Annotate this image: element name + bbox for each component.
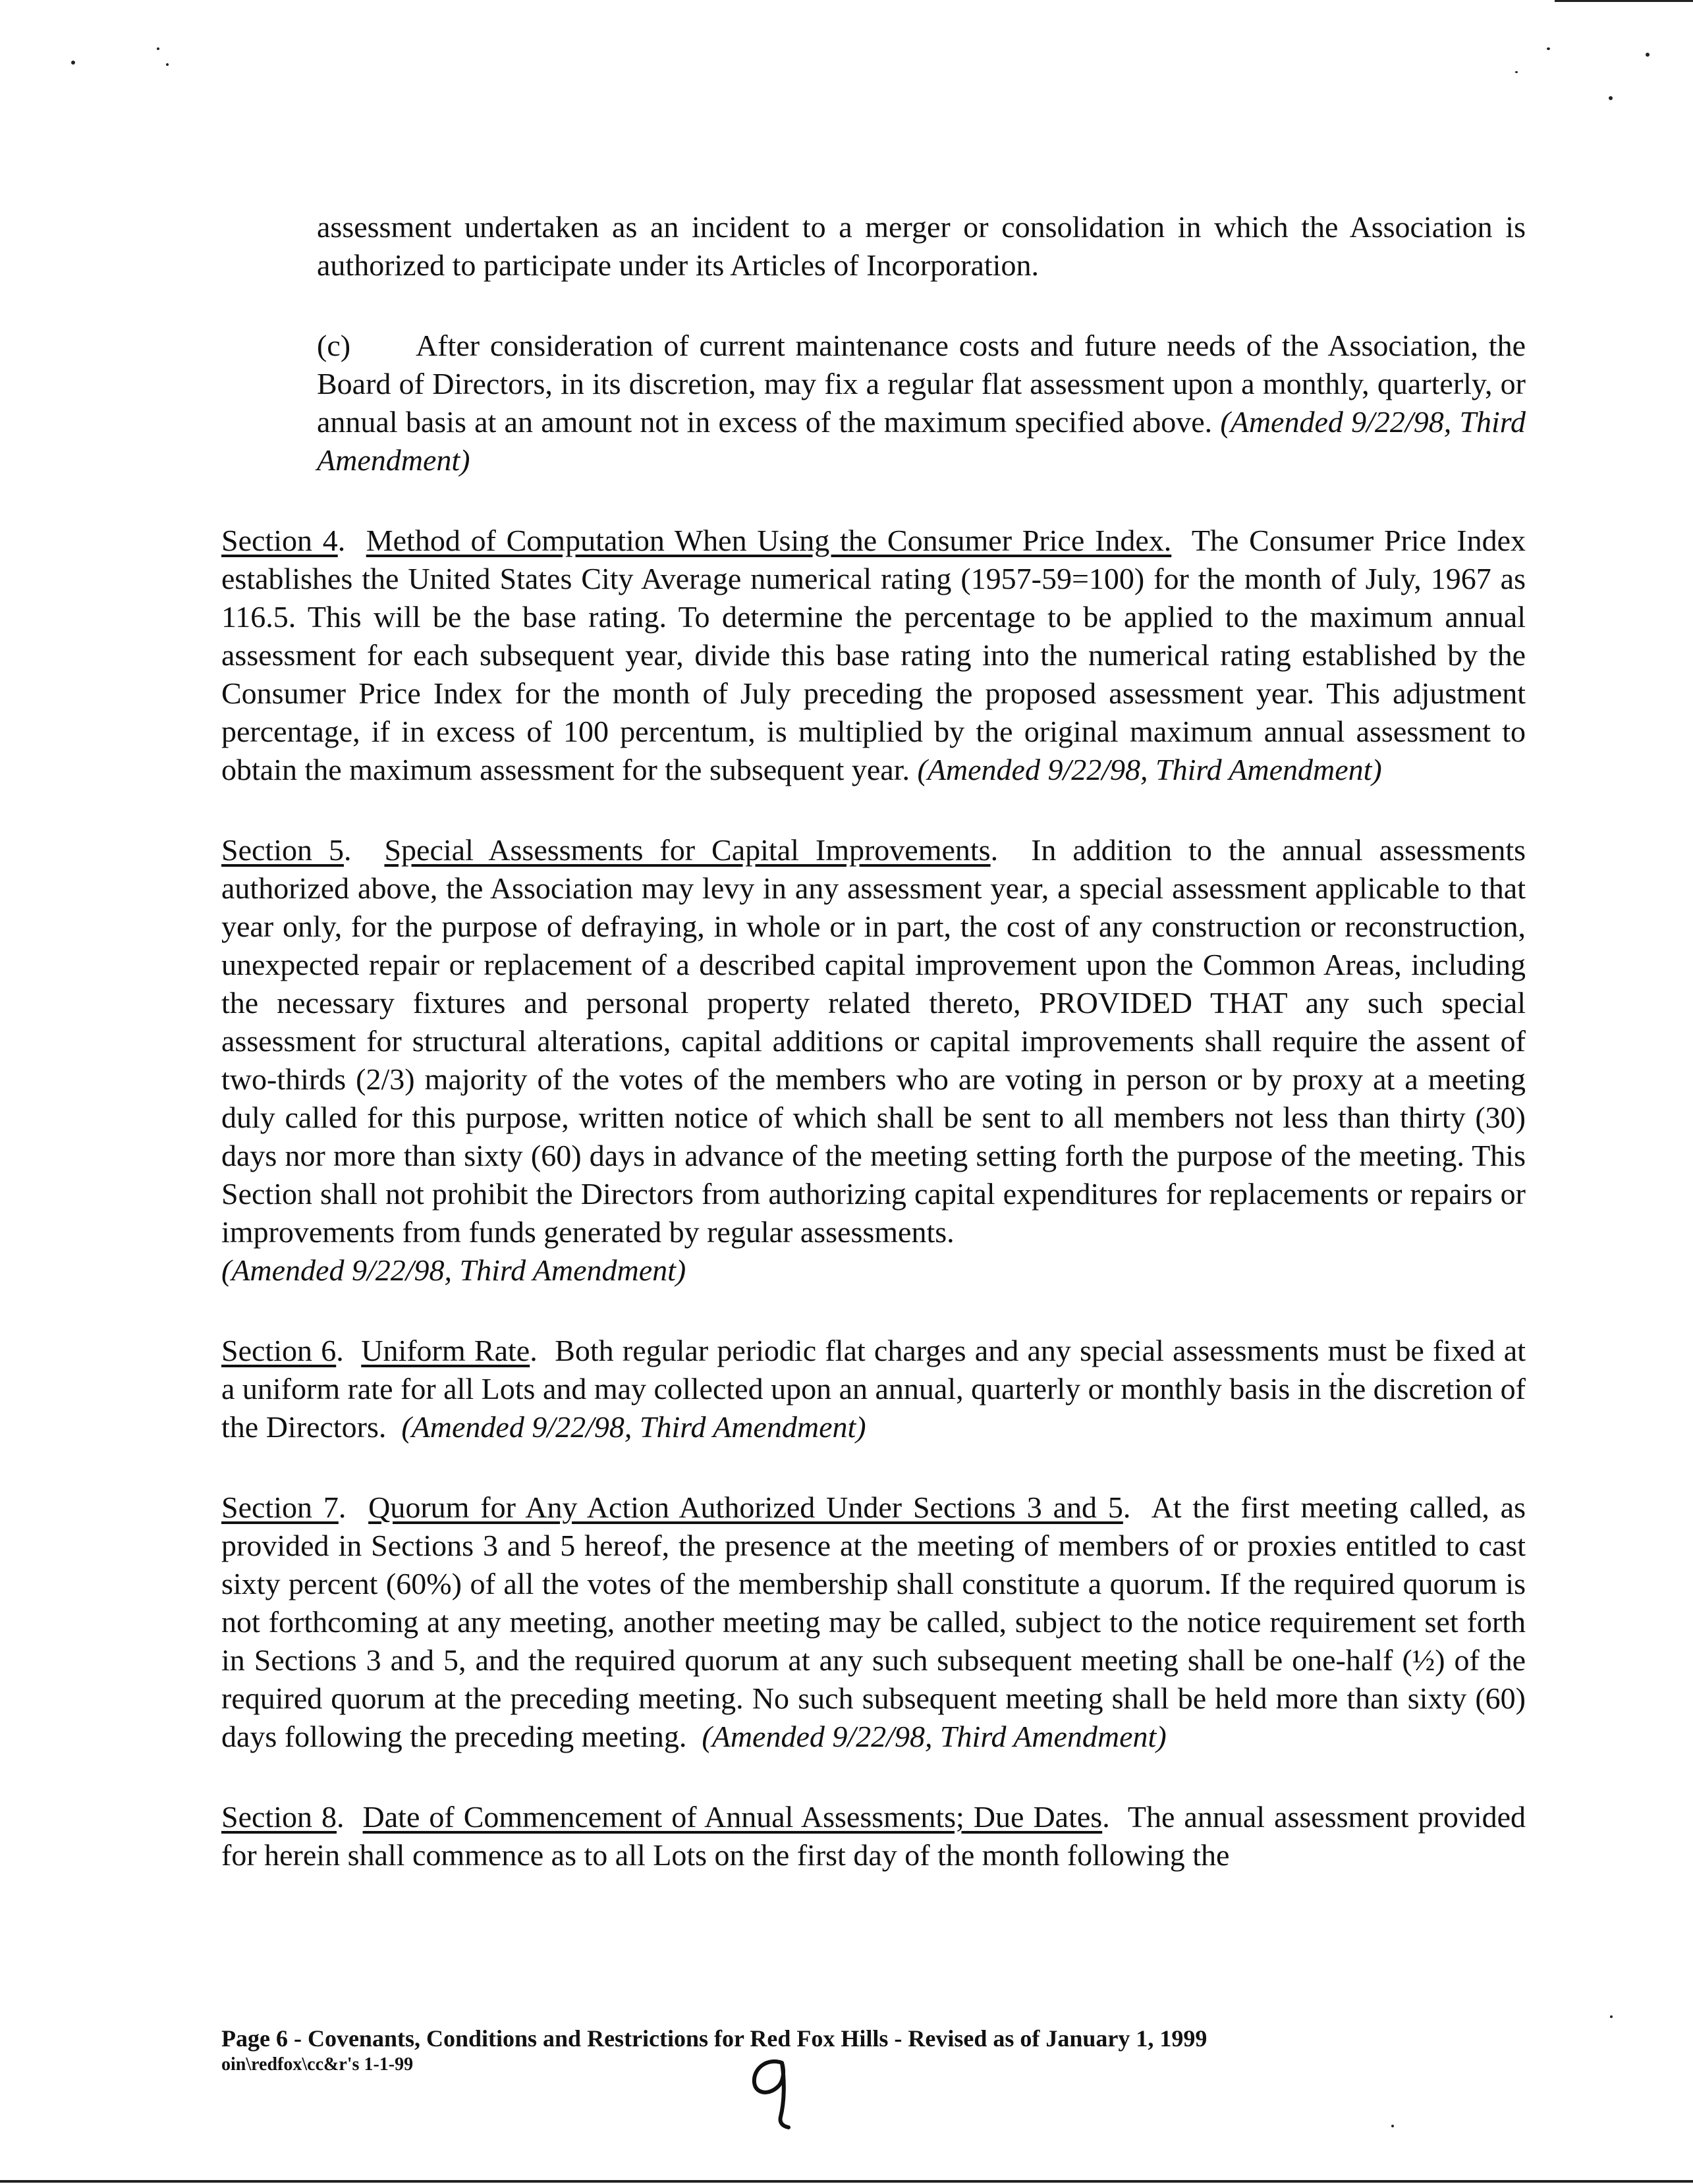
section-title: Uniform Rate bbox=[361, 1334, 530, 1367]
document-body bbox=[221, 208, 1526, 1874]
footer-title: Page 6 - Covenants, Conditions and Restrictions for Red Fox Hills - Revised as of January 1, 1999 bbox=[221, 2025, 1207, 2052]
section-text: The Consumer Price Index establishes the United States City Average numerical rating (1957-59=100) for the month of July, 1967 as 116.5. This will be the base rating. To determine the percentage to be applied to the maximum annual assessment for each subsequent year, divide this base rating into the numerical rating established by the Consumer Price Index for the month of July preceding the proposed assessment year. This adjustment percentage, if in excess of 100 percentum, is multiplied by the original maximum annual assessment to obtain the maximum assessment for the subsequent year. bbox=[221, 524, 1526, 786]
continuation-paragraph: assessment undertaken as an incident to a merger or consolidation in which the Association is authorized to participate under its Articles of Incorporation. bbox=[317, 210, 1526, 282]
amendment-note: (Amended 9/22/98, Third Amendment) bbox=[317, 405, 1526, 477]
scan-speck bbox=[1609, 96, 1613, 100]
section-4: Section 4. Method of Computation When Using the Consumer Price Index. The Consumer Price Index establishes the United States City Average numerical rating (1957-59=100) for the month of July, 1967 as 116.5. This will be the base rating. To determine the percentage to be applied to the maximum annual assessment for each subsequent year, divide this base rating into the numerical rating established by the Consumer Price Index for the month of July preceding the proposed assessment year. This adjustment percentage, if in excess of 100 percentum, is multiplied by the original maximum annual assessment to obtain the maximum assessment for the subsequent year. (Amended 9/22/98, Third Amendment) bbox=[221, 524, 1526, 786]
footer-file-path: oin\redfox\cc&r's 1-1-99 bbox=[221, 2054, 414, 2075]
section-8: Section 8. Date of Commencement of Annual Assessments; Due Dates. The annual assessment provided for herein shall commence as to all Lots on the first day of the month following the bbox=[221, 1800, 1526, 1872]
section-6: Section 6. Uniform Rate. Both regular periodic flat charges and any special assessments must be fixed at a uniform rate for all Lots and may collected upon an annual, quarterly or monthly basis in the discretion of the Directors. (Amended 9/22/98, Third Amendment) bbox=[221, 1334, 1526, 1444]
amendment-note: (Amended 9/22/98, Third Amendment) bbox=[917, 753, 1382, 786]
section-5: Section 5. Special Assessments for Capital Improvements. In addition to the annual assessments authorized above, the Association may levy in any assessment year, a special assessment applicable to that year only, for the purpose of defraying, in whole or in part, the cost of any construction or reconstruction, unexpected repair or replacement of a described capital improvement upon the Common Areas, including the necessary fixtures and personal property related thereto, PROVIDED THAT any such special assessment for structural alterations, capital additions or capital improvements shall require the assent of two-thirds (2/3) majority of the votes of the members who are voting in person or by proxy at a meeting duly called for this purpose, written notice of which shall be sent to all members not less than thirty (30) days nor more than sixty (60) days in advance of the meeting setting forth the purpose of the meeting. This Section shall not prohibit the Directors from authorizing capital expenditures for replacements or repairs or improvements from funds generated by regular assessments. (Amended 9/22/98, Third Amendment) bbox=[221, 833, 1526, 1287]
section-text: At the first meeting called, as provided in Sections 3 and 5 hereof, the presence at the meeting of members of or proxies entitled to cast sixty percent (60%) of all the votes of the membership shall constitute a quorum. If the required quorum is not forthcoming at any meeting, another meeting may be called, subject to the notice requirement set forth in Sections 3 and 5, and the required quorum at any such subsequent meeting shall be one-half (½) of the required quorum at the preceding meeting. No such subsequent meeting shall be held more than sixty (60) days following the preceding meeting. bbox=[221, 1490, 1526, 1753]
scan-speck bbox=[1547, 47, 1550, 50]
scan-speck bbox=[1391, 2125, 1394, 2127]
section-number: Section 5 bbox=[221, 833, 344, 867]
scan-speck bbox=[1515, 71, 1518, 73]
scan-speck bbox=[1646, 53, 1650, 57]
section-title: Method of Computation When Using the Consumer Price Index. bbox=[366, 524, 1172, 557]
subsection-label: (c) bbox=[317, 329, 351, 362]
scan-speck bbox=[157, 47, 159, 50]
scan-edge-bottom bbox=[0, 2180, 1693, 2183]
section-number: Section 6 bbox=[221, 1334, 337, 1367]
section-number: Section 7 bbox=[221, 1490, 339, 1524]
section-number: Section 4 bbox=[221, 524, 338, 557]
section-7: Section 7. Quorum for Any Action Authorized Under Sections 3 and 5. At the first meeting called, as provided in Sections 3 and 5 hereof, the presence at the meeting of members of or proxies entitled to cast sixty percent (60%) of all the votes of the membership shall constitute a quorum. If the required quorum is not forthcoming at any meeting, another meeting may be called, subject to the notice requirement set forth in Sections 3 and 5, and the required quorum at any such subsequent meeting shall be one-half (½) of the required quorum at the preceding meeting. No such subsequent meeting shall be held more than sixty (60) days following the preceding meeting. (Amended 9/22/98, Third Amendment) bbox=[221, 1490, 1526, 1753]
section-text: The annual assessment provided for herein shall commence as to all Lots on the first day of the month following the bbox=[221, 1800, 1526, 1872]
amendment-note: (Amended 9/22/98, Third Amendment) bbox=[221, 1253, 686, 1287]
subsection-c bbox=[221, 327, 1526, 479]
scan-edge-top bbox=[1555, 0, 1693, 2]
handwritten-page-mark bbox=[741, 2048, 814, 2134]
subsection-text: After consideration of current maintenance costs and future needs of the Association, the Board of Directors, in its discretion, may fix a regular flat assessment upon a monthly, quarterly, or annual basis at an amount not in excess of the maximum specified above. bbox=[317, 329, 1526, 439]
amendment-note: (Amended 9/22/98, Third Amendment) bbox=[702, 1720, 1167, 1753]
page-footer bbox=[221, 2025, 1207, 2078]
section-title: Quorum for Any Action Authorized Under Sections 3 and 5 bbox=[368, 1490, 1123, 1524]
section-title: Date of Commencement of Annual Assessments; Due Dates bbox=[362, 1800, 1103, 1834]
scan-speck bbox=[71, 61, 75, 65]
section-number: Section 8 bbox=[221, 1800, 337, 1834]
section-text: Both regular periodic flat charges and any special assessments must be fixed at a uniform rate for all Lots and may collected upon an annual, quarterly or monthly basis in the discretion of the Directors. bbox=[221, 1334, 1526, 1444]
scan-speck bbox=[166, 63, 169, 66]
scan-speck bbox=[1610, 2015, 1613, 2018]
section-title: Special Assessments for Capital Improvements bbox=[384, 833, 991, 867]
amendment-note: (Amended 9/22/98, Third Amendment) bbox=[401, 1410, 866, 1444]
section-text: In addition to the annual assessments authorized above, the Association may levy in any assessment year, a special assessment applicable to that year only, for the purpose of defraying, in whole or in part, the cost of any construction or reconstruction, unexpected repair or replacement of a described capital improvement upon the Common Areas, including the necessary fixtures and personal property related thereto, PROVIDED THAT any such special assessment for structural alterations, capital additions or capital improvements shall require the assent of two-thirds (2/3) majority of the votes of the members who are voting in person or by proxy at a meeting duly called for this purpose, written notice of which shall be sent to all members not less than thirty (30) days nor more than sixty (60) days in advance of the meeting setting forth the purpose of the meeting. This Section shall not prohibit the Directors from authorizing capital expenditures for replacements or repairs or improvements from funds generated by regular assessments. bbox=[221, 833, 1526, 1249]
